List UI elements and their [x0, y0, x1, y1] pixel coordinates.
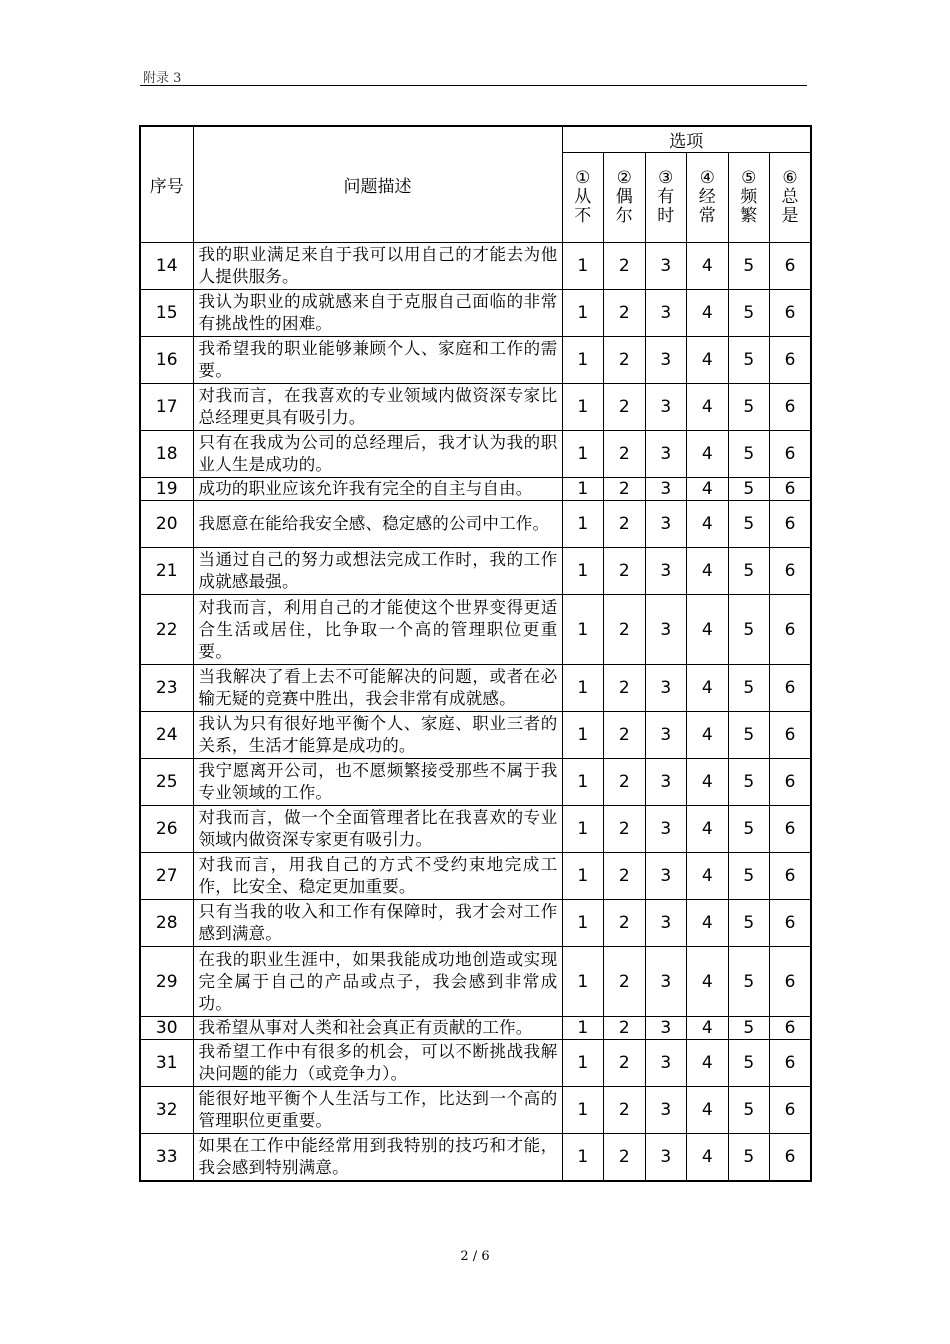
question-number: 18: [140, 431, 193, 478]
option-value-2[interactable]: 2: [604, 1017, 646, 1040]
question-text: 成功的职业应该允许我有完全的自主与自由。: [193, 478, 562, 501]
table-row: [140, 759, 811, 806]
table-row: [140, 478, 811, 501]
option-value-1[interactable]: 1: [562, 243, 604, 290]
option-value-1[interactable]: 1: [562, 1040, 604, 1087]
option-value-4[interactable]: 4: [687, 243, 729, 290]
option-value-2[interactable]: 2: [604, 1087, 646, 1134]
table-row: [140, 384, 811, 431]
option-value-4[interactable]: 4: [687, 548, 729, 595]
option-value-3[interactable]: 3: [645, 900, 687, 947]
option-value-6[interactable]: 6: [770, 712, 812, 759]
option-label-char: 常: [698, 206, 716, 226]
question-text: 只有当我的收入和工作有保障时，我才会对工作感到满意。: [193, 900, 562, 947]
option-value-4[interactable]: 4: [687, 900, 729, 947]
option-value-1[interactable]: 1: [562, 384, 604, 431]
question-text: 我宁愿离开公司，也不愿频繁接受那些不属于我专业领域的工作。: [193, 759, 562, 806]
option-value-5[interactable]: 5: [728, 548, 770, 595]
option-value-5[interactable]: 5: [728, 337, 770, 384]
question-number: 27: [140, 853, 193, 900]
table-row: [140, 947, 811, 1017]
question-text: 对我而言，用我自己的方式不受约束地完成工作，比安全、稳定更加重要。: [193, 853, 562, 900]
option-value-1[interactable]: 1: [562, 806, 604, 853]
question-number: 33: [140, 1134, 193, 1181]
option-value-3[interactable]: 3: [645, 337, 687, 384]
question-number: 23: [140, 665, 193, 712]
option-label-char: 时: [657, 206, 675, 226]
option-header-4: [687, 153, 729, 243]
table-row: [140, 853, 811, 900]
option-value-1[interactable]: 1: [562, 595, 604, 665]
option-value-5[interactable]: 5: [728, 947, 770, 1017]
question-number: 19: [140, 478, 193, 501]
option-value-6[interactable]: 6: [770, 595, 812, 665]
question-number: 17: [140, 384, 193, 431]
question-number: 28: [140, 900, 193, 947]
option-value-4[interactable]: 4: [687, 478, 729, 501]
option-value-1[interactable]: 1: [562, 501, 604, 548]
option-value-3[interactable]: 3: [645, 1017, 687, 1040]
option-value-3[interactable]: 3: [645, 712, 687, 759]
table-row: [140, 290, 811, 337]
table-row: [140, 712, 811, 759]
option-value-6[interactable]: 6: [770, 1040, 812, 1087]
option-value-3[interactable]: 3: [645, 243, 687, 290]
option-label-char: 频: [740, 187, 758, 207]
question-text: 对我而言，利用自己的才能使这个世界变得更适合生活或居住，比争取一个高的管理职位更重要。: [193, 595, 562, 665]
option-value-5[interactable]: 5: [728, 900, 770, 947]
option-value-2[interactable]: 2: [604, 1134, 646, 1181]
option-value-6[interactable]: 6: [770, 548, 812, 595]
option-value-1[interactable]: 1: [562, 1134, 604, 1181]
option-value-6[interactable]: 6: [770, 431, 812, 478]
option-label-char: 有: [657, 187, 675, 207]
option-value-1[interactable]: 1: [562, 337, 604, 384]
option-value-5[interactable]: 5: [728, 595, 770, 665]
option-value-3[interactable]: 3: [645, 478, 687, 501]
option-value-5[interactable]: 5: [728, 1040, 770, 1087]
option-value-1[interactable]: 1: [562, 1087, 604, 1134]
option-value-5[interactable]: 5: [728, 501, 770, 548]
question-text: 我认为职业的成就感来自于克服自己面临的非常有挑战性的困难。: [193, 290, 562, 337]
option-value-2[interactable]: 2: [604, 501, 646, 548]
question-number: 21: [140, 548, 193, 595]
option-value-3[interactable]: 3: [645, 853, 687, 900]
option-value-5[interactable]: 5: [728, 384, 770, 431]
option-value-6[interactable]: 6: [770, 947, 812, 1017]
question-number: 16: [140, 337, 193, 384]
option-header-5: [728, 153, 770, 243]
option-header-6: [770, 153, 812, 243]
option-value-4[interactable]: 4: [687, 384, 729, 431]
table-row: [140, 900, 811, 947]
table-row: [140, 1017, 811, 1040]
option-value-4[interactable]: 4: [687, 1040, 729, 1087]
option-label-char: 偶: [615, 187, 633, 207]
question-text: 我愿意在能给我安全感、稳定感的公司中工作。: [193, 501, 562, 548]
question-number: 26: [140, 806, 193, 853]
question-text: 我认为只有很好地平衡个人、家庭、职业三者的关系，生活才能算是成功的。: [193, 712, 562, 759]
option-header-2: [604, 153, 646, 243]
table-row: [140, 806, 811, 853]
option-value-5[interactable]: 5: [728, 478, 770, 501]
option-value-5[interactable]: 5: [728, 243, 770, 290]
option-value-6[interactable]: 6: [770, 1017, 812, 1040]
option-value-6[interactable]: 6: [770, 853, 812, 900]
question-text: 在我的职业生涯中，如果我能成功地创造或实现完全属于自己的产品或点子，我会感到非常成功。: [193, 947, 562, 1017]
page-number: 2 / 6: [460, 1249, 490, 1264]
option-value-2[interactable]: 2: [604, 548, 646, 595]
table-row: [140, 337, 811, 384]
question-number: 15: [140, 290, 193, 337]
option-value-2[interactable]: 2: [604, 384, 646, 431]
option-value-6[interactable]: 6: [770, 337, 812, 384]
option-value-4[interactable]: 4: [687, 853, 729, 900]
option-value-3[interactable]: 3: [645, 384, 687, 431]
option-value-2[interactable]: 2: [604, 243, 646, 290]
question-number: 24: [140, 712, 193, 759]
option-value-2[interactable]: 2: [604, 712, 646, 759]
option-value-5[interactable]: 5: [728, 665, 770, 712]
option-value-4[interactable]: 4: [687, 595, 729, 665]
option-value-2[interactable]: 2: [604, 665, 646, 712]
option-value-6[interactable]: 6: [770, 478, 812, 501]
option-label-char: 不: [574, 206, 592, 226]
option-value-3[interactable]: 3: [645, 501, 687, 548]
option-mark: ④: [699, 168, 715, 188]
option-value-2[interactable]: 2: [604, 431, 646, 478]
option-value-3[interactable]: 3: [645, 665, 687, 712]
option-label-char: 尔: [615, 206, 633, 226]
option-value-2[interactable]: 2: [604, 853, 646, 900]
option-value-2[interactable]: 2: [604, 290, 646, 337]
table-row: [140, 1087, 811, 1134]
option-value-5[interactable]: 5: [728, 1134, 770, 1181]
question-text: 我希望工作中有很多的机会，可以不断挑战我解决问题的能力（或竞争力）。: [193, 1040, 562, 1087]
option-value-6[interactable]: 6: [770, 290, 812, 337]
table-row: [140, 243, 811, 290]
option-value-1[interactable]: 1: [562, 900, 604, 947]
question-number: 31: [140, 1040, 193, 1087]
option-value-2[interactable]: 2: [604, 900, 646, 947]
question-text: 我希望从事对人类和社会真正有贡献的工作。: [193, 1017, 562, 1040]
option-value-6[interactable]: 6: [770, 501, 812, 548]
table-row: [140, 1134, 811, 1181]
question-text: 我希望我的职业能够兼顾个人、家庭和工作的需要。: [193, 337, 562, 384]
page-header-label: 附录 3: [143, 71, 182, 86]
option-value-6[interactable]: 6: [770, 1087, 812, 1134]
option-mark: ⑤: [741, 168, 757, 188]
table-row: [140, 1040, 811, 1087]
question-number: 32: [140, 1087, 193, 1134]
option-value-4[interactable]: 4: [687, 806, 729, 853]
table-row: [140, 501, 811, 548]
table-row: [140, 431, 811, 478]
option-value-6[interactable]: 6: [770, 1134, 812, 1181]
option-value-4[interactable]: 4: [687, 759, 729, 806]
option-value-4[interactable]: 4: [687, 431, 729, 478]
option-value-3[interactable]: 3: [645, 1134, 687, 1181]
option-value-6[interactable]: 6: [770, 759, 812, 806]
option-value-3[interactable]: 3: [645, 548, 687, 595]
question-text: 当我解决了看上去不可能解决的问题，或者在必输无疑的竞赛中胜出，我会非常有成就感。: [193, 665, 562, 712]
option-label-char: 繁: [740, 206, 758, 226]
option-value-5[interactable]: 5: [728, 290, 770, 337]
question-text: 对我而言，做一个全面管理者比在我喜欢的专业领域内做资深专家更有吸引力。: [193, 806, 562, 853]
option-value-2[interactable]: 2: [604, 337, 646, 384]
option-mark: ⑥: [782, 168, 798, 188]
option-value-1[interactable]: 1: [562, 759, 604, 806]
header-options: 选项: [562, 126, 811, 153]
option-value-5[interactable]: 5: [728, 806, 770, 853]
option-label-char: 经: [698, 187, 716, 207]
option-value-1[interactable]: 1: [562, 712, 604, 759]
option-value-5[interactable]: 5: [728, 1087, 770, 1134]
option-label-char: 从: [574, 187, 592, 207]
option-value-2[interactable]: 2: [604, 806, 646, 853]
option-value-4[interactable]: 4: [687, 712, 729, 759]
option-header-3: [645, 153, 687, 243]
option-value-1[interactable]: 1: [562, 853, 604, 900]
option-value-1[interactable]: 1: [562, 290, 604, 337]
option-value-4[interactable]: 4: [687, 1087, 729, 1134]
question-number: 22: [140, 595, 193, 665]
header-rule: [140, 85, 807, 86]
option-value-4[interactable]: 4: [687, 665, 729, 712]
option-value-3[interactable]: 3: [645, 806, 687, 853]
question-text: 如果在工作中能经常用到我特别的技巧和才能，我会感到特别满意。: [193, 1134, 562, 1181]
question-text: 能很好地平衡个人生活与工作，比达到一个高的管理职位更重要。: [193, 1087, 562, 1134]
option-value-5[interactable]: 5: [728, 759, 770, 806]
option-value-6[interactable]: 6: [770, 384, 812, 431]
header-seq: 序号: [140, 126, 193, 243]
question-text: 我的职业满足来自于我可以用自己的才能去为他人提供服务。: [193, 243, 562, 290]
option-value-2[interactable]: 2: [604, 947, 646, 1017]
option-value-3[interactable]: 3: [645, 595, 687, 665]
survey-table: [139, 125, 812, 1182]
option-value-3[interactable]: 3: [645, 759, 687, 806]
option-value-1[interactable]: 1: [562, 665, 604, 712]
option-value-5[interactable]: 5: [728, 1017, 770, 1040]
option-label-char: 是: [781, 206, 799, 226]
option-mark: ①: [575, 168, 591, 188]
option-value-5[interactable]: 5: [728, 853, 770, 900]
option-value-4[interactable]: 4: [687, 1134, 729, 1181]
option-value-3[interactable]: 3: [645, 947, 687, 1017]
table-row: [140, 665, 811, 712]
header-description: 问题描述: [193, 126, 562, 243]
option-value-2[interactable]: 2: [604, 759, 646, 806]
option-value-2[interactable]: 2: [604, 1040, 646, 1087]
option-value-3[interactable]: 3: [645, 1040, 687, 1087]
option-value-1[interactable]: 1: [562, 548, 604, 595]
option-value-3[interactable]: 3: [645, 1087, 687, 1134]
question-text: 对我而言，在我喜欢的专业领域内做资深专家比总经理更具有吸引力。: [193, 384, 562, 431]
option-value-4[interactable]: 4: [687, 290, 729, 337]
option-value-4[interactable]: 4: [687, 1017, 729, 1040]
option-value-2[interactable]: 2: [604, 595, 646, 665]
question-text: 只有在我成为公司的总经理后，我才认为我的职业人生是成功的。: [193, 431, 562, 478]
option-value-3[interactable]: 3: [645, 290, 687, 337]
question-number: 20: [140, 501, 193, 548]
option-value-1[interactable]: 1: [562, 478, 604, 501]
question-text: 当通过自己的努力或想法完成工作时，我的工作成就感最强。: [193, 548, 562, 595]
option-label-char: 总: [781, 187, 799, 207]
option-value-2[interactable]: 2: [604, 478, 646, 501]
question-number: 14: [140, 243, 193, 290]
option-value-6[interactable]: 6: [770, 806, 812, 853]
option-mark: ②: [616, 168, 632, 188]
option-value-5[interactable]: 5: [728, 431, 770, 478]
option-value-1[interactable]: 1: [562, 1017, 604, 1040]
option-value-6[interactable]: 6: [770, 243, 812, 290]
option-value-6[interactable]: 6: [770, 900, 812, 947]
option-value-1[interactable]: 1: [562, 947, 604, 1017]
option-header-1: [562, 153, 604, 243]
option-value-6[interactable]: 6: [770, 665, 812, 712]
question-number: 29: [140, 947, 193, 1017]
option-value-4[interactable]: 4: [687, 947, 729, 1017]
question-number: 25: [140, 759, 193, 806]
option-mark: ③: [658, 168, 674, 188]
option-value-1[interactable]: 1: [562, 431, 604, 478]
question-number: 30: [140, 1017, 193, 1040]
table-row: [140, 548, 811, 595]
table-row: [140, 595, 811, 665]
option-value-4[interactable]: 4: [687, 501, 729, 548]
option-value-5[interactable]: 5: [728, 712, 770, 759]
option-value-4[interactable]: 4: [687, 337, 729, 384]
option-value-3[interactable]: 3: [645, 431, 687, 478]
